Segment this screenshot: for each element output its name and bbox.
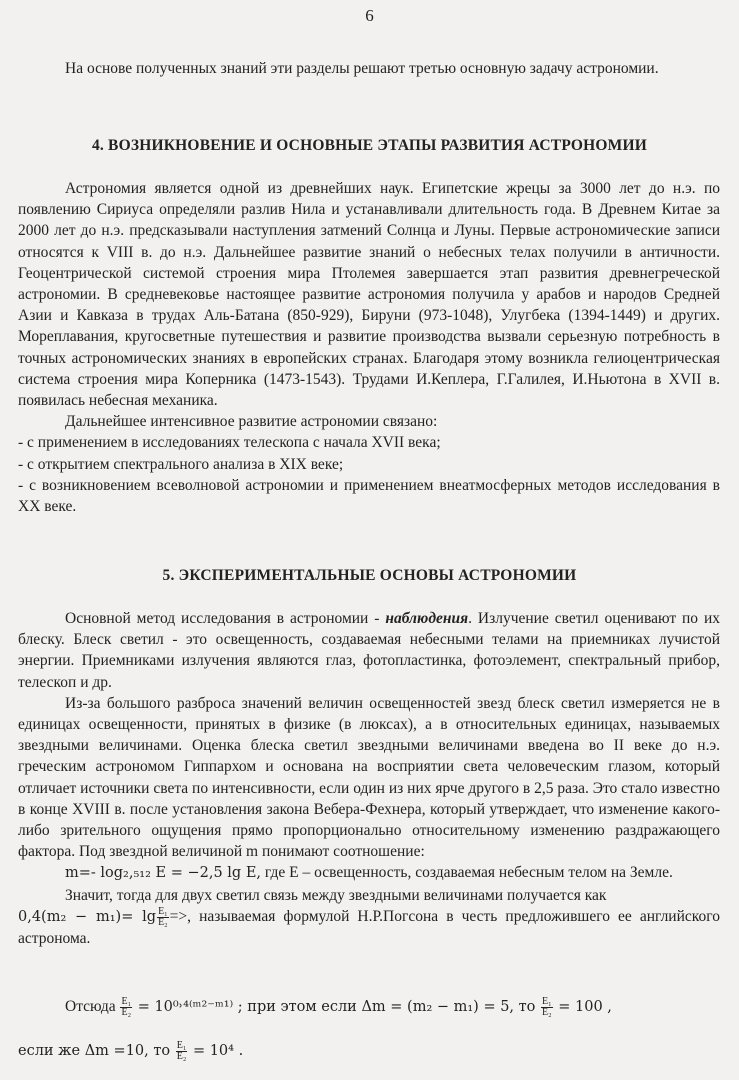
section-4-heading: 4. ВОЗНИКНОВЕНИЕ И ОСНОВНЫЕ ЭТАПЫ РАЗВИТИЯ АСТРОНОМИИ: [91, 137, 648, 154]
section-4-list-item-2: - с открытием спектрального анализа в XIX веке;: [18, 455, 344, 473]
fraction-numerator: E₁: [176, 1039, 187, 1051]
section-5-heading: 5. ЭКСПЕРИМЕНТАЛЬНЫЕ ОСНОВЫ АСТРОНОМИИ: [162, 567, 577, 584]
formula-delta-end: = 10⁴ .: [188, 1043, 244, 1059]
section-5-body: [18, 608, 720, 949]
fraction-numerator: E₁: [542, 995, 552, 1007]
emphasis-observations: наблюдения: [385, 610, 469, 627]
section-5-p1-end: . Излучение светил оценивают по их блеску. Блеск светил - это освещенность, создаваемая небесными телами на приемниках лучистой энергии. Приемниками излучения являются глаз, фотопластинка, фотоэлемент, спектральный прибор, телескоп и др.: [18, 610, 721, 691]
intro-paragraph: [18, 58, 720, 79]
formula-magnitude-tail: где E – освещенность, создаваемая небесным телом на Земле.: [261, 864, 673, 882]
fraction-denominator: E₂: [176, 1050, 187, 1062]
formula-magnitude-math: m=- log₂,₅₁₂ E = −2,5 lg E,: [65, 865, 262, 882]
fraction-denominator: E₂: [542, 1006, 552, 1018]
fraction-numerator: E₁: [121, 995, 132, 1007]
fraction-denominator: E₂: [158, 916, 168, 928]
page-number: 6: [365, 6, 374, 25]
fraction-numerator: E₁: [158, 905, 168, 917]
intro-text: На основе полученных знаний эти разделы решают третью основную задачу астрономии.: [65, 60, 659, 77]
formula-delta-line: [18, 1040, 618, 1062]
section-4-body: [18, 178, 720, 517]
section-5-paragraph-1: [18, 608, 720, 693]
formula-pogson-lhs: 0,4(m₂ − m₁)= lg: [18, 908, 157, 925]
formula-pogson: [18, 906, 720, 949]
fraction-e1-e2-c: [176, 1041, 188, 1062]
formula-delta-prefix: если же Δm =10, то: [18, 1043, 175, 1059]
fraction-e1-e2: [157, 907, 169, 928]
formula-pogson-tail: =>, называемая формулой Н.Р.Погсона в честь предложившего ее английского астронома.: [18, 907, 720, 948]
fraction-e1-e2-a: [120, 997, 132, 1018]
formula-ratio-prefix: Отсюда: [65, 998, 116, 1015]
formula-magnitude: [18, 862, 720, 884]
section-4-list-item-3: - с возникновением всеволновой астрономии и применением внеатмосферных методов исследования в XX веке.: [18, 476, 720, 516]
formula-ratio-middle: = 10⁰˒⁴⁽ᵐ²⁻ᵐ¹⁾ ; при этом если Δm = (m₂ − m₁) = 5, то: [133, 999, 541, 1015]
formula-ratio-end: = 100 ,: [553, 999, 612, 1015]
formula-ratio-line: [65, 996, 725, 1018]
section-4-paragraph-1: Астрономия является одной из древнейших наук. Египетские жрецы за 3000 лет до н.э. по появлению Сириуса определяли разлив Нила и устанавливали длительность года. В Древнем Китае за 2000 лет до н.э. предсказывали наступления затмений Солнца и Луны. Первые астрономические записи относятся к VIII в. до н.э. Дальнейшее развитие знаний о небесных телах получили в античности. Геоцентрической системой строения мира Птолемея завершается этап развития древнегреческой астрономии. В средневековье настоящее развитие астрономия получила у арабов и народов Средней Азии и Кавказа в трудах Аль-Батана (850-929), Бируни (973-1048), Улугбека (1394-1449) и других. Мореплавания, кругосветные путешествия и развитие производства вызвали серьезную потребность в точных астрономических знаниях в европейских странах. Благодаря этому возникла гелиоцентрическая система строения мира Коперника (1473-1543). Трудами И.Кеплера, Г.Галилея, И.Ньютона в XVII в. появилась небесная механика.: [18, 180, 720, 410]
section-5-paragraph-2: Из-за большого разброса значений величин освещенностей звезд блеск светил измеряется не в единицах освещенности, принятых в физике (в люксах), а в относительных единицах, называемых звездными величинами. Оценка блеска светил звездными величинами введена во II веке до н.э. греческим астрономом Гиппархом и основана на восприятии света человеческим глазом, который отличает источники света по интенсивности, если один из них ярче другого в 2,5 раза. Это стало известно в конце XVIII в. после установления закона Вебера-Фехнера, который утверждает, что изменение какого-либо зрительного ощущения прямо пропорционально относительному изменению раздражающего фактора. Под звездной величиной m понимают соотношение:: [18, 694, 720, 861]
section-4-paragraph-2: Дальнейшее интенсивное развитие астрономии связано:: [65, 413, 438, 431]
section-5-paragraph-3: Значит, тогда для двух светил связь между звездными величинами получается как: [65, 886, 607, 904]
section-5-p1-start: Основной метод исследования в астрономии -: [65, 610, 386, 627]
fraction-e1-e2-b: [541, 997, 553, 1018]
fraction-denominator: E₂: [121, 1006, 132, 1018]
section-4-list-item-1: - с применением в исследованиях телескопа с начала XVII века;: [18, 434, 441, 452]
